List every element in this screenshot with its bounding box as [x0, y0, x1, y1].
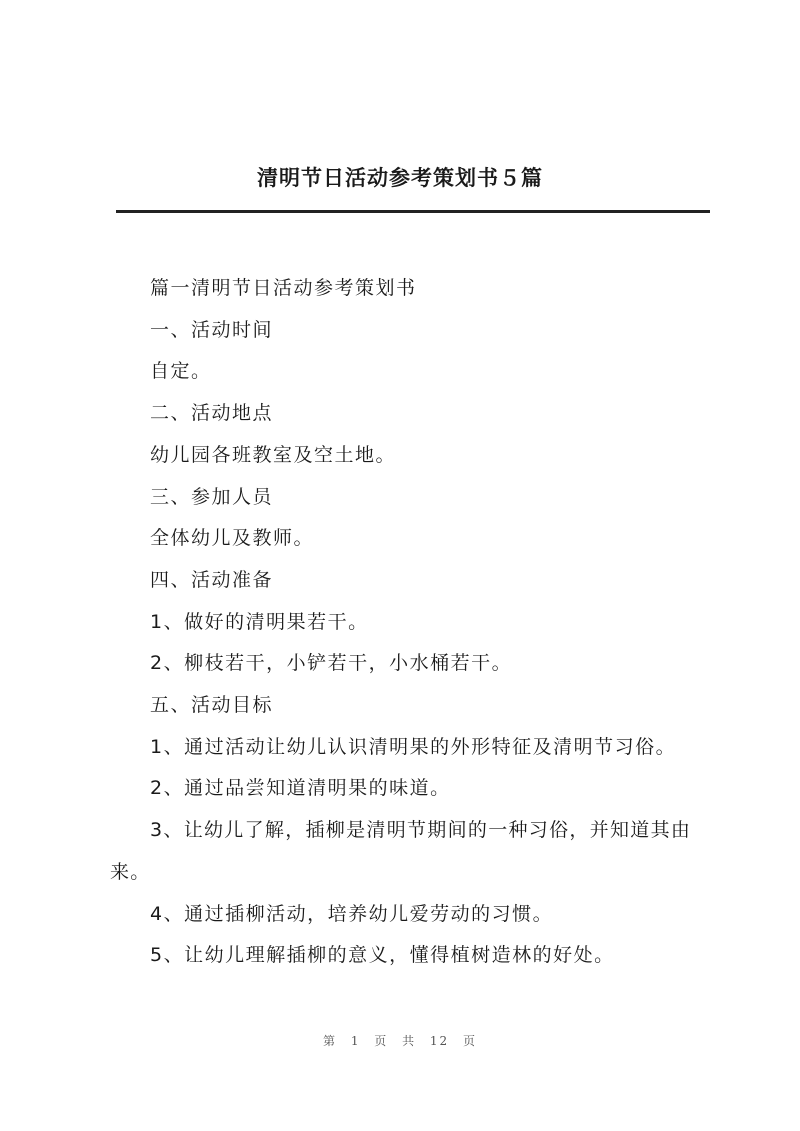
- paragraph: 自定。: [150, 360, 212, 383]
- section-heading: 一、活动时间: [150, 318, 274, 341]
- section-heading: 二、活动地点: [150, 402, 274, 425]
- section-heading: 四、活动准备: [150, 568, 274, 591]
- list-item: 2、通过品尝知道清明果的味道。: [150, 777, 451, 800]
- list-item: 5、让幼儿理解插柳的意义，懂得植树造林的好处。: [150, 944, 615, 967]
- list-item: 4、通过插柳活动，培养幼儿爱劳动的习惯。: [150, 902, 554, 925]
- document-body: [110, 268, 702, 977]
- section-heading: 三、参加人员: [150, 485, 274, 508]
- title-divider: [116, 210, 710, 213]
- paragraph: 幼儿园各班教室及空土地。: [150, 443, 397, 466]
- list-item: 2、柳枝若干，小铲若干，小水桶若干。: [150, 652, 513, 675]
- section-heading: 五、活动目标: [150, 694, 274, 717]
- paragraph: 篇一清明节日活动参考策划书: [150, 277, 417, 299]
- list-item: 1、做好的清明果若干。: [150, 610, 369, 633]
- document-title: 清明节日活动参考策划书５篇: [257, 165, 543, 190]
- list-item: 1、通过活动让幼儿认识清明果的外形特征及清明节习俗。: [150, 735, 677, 758]
- paragraph: 全体幼儿及教师。: [150, 527, 315, 550]
- list-item: 3、让幼儿了解，插柳是清明节期间的一种习俗，并知道其由来。: [110, 819, 692, 883]
- page-footer: 第 1 页 共 12 页: [323, 1034, 477, 1048]
